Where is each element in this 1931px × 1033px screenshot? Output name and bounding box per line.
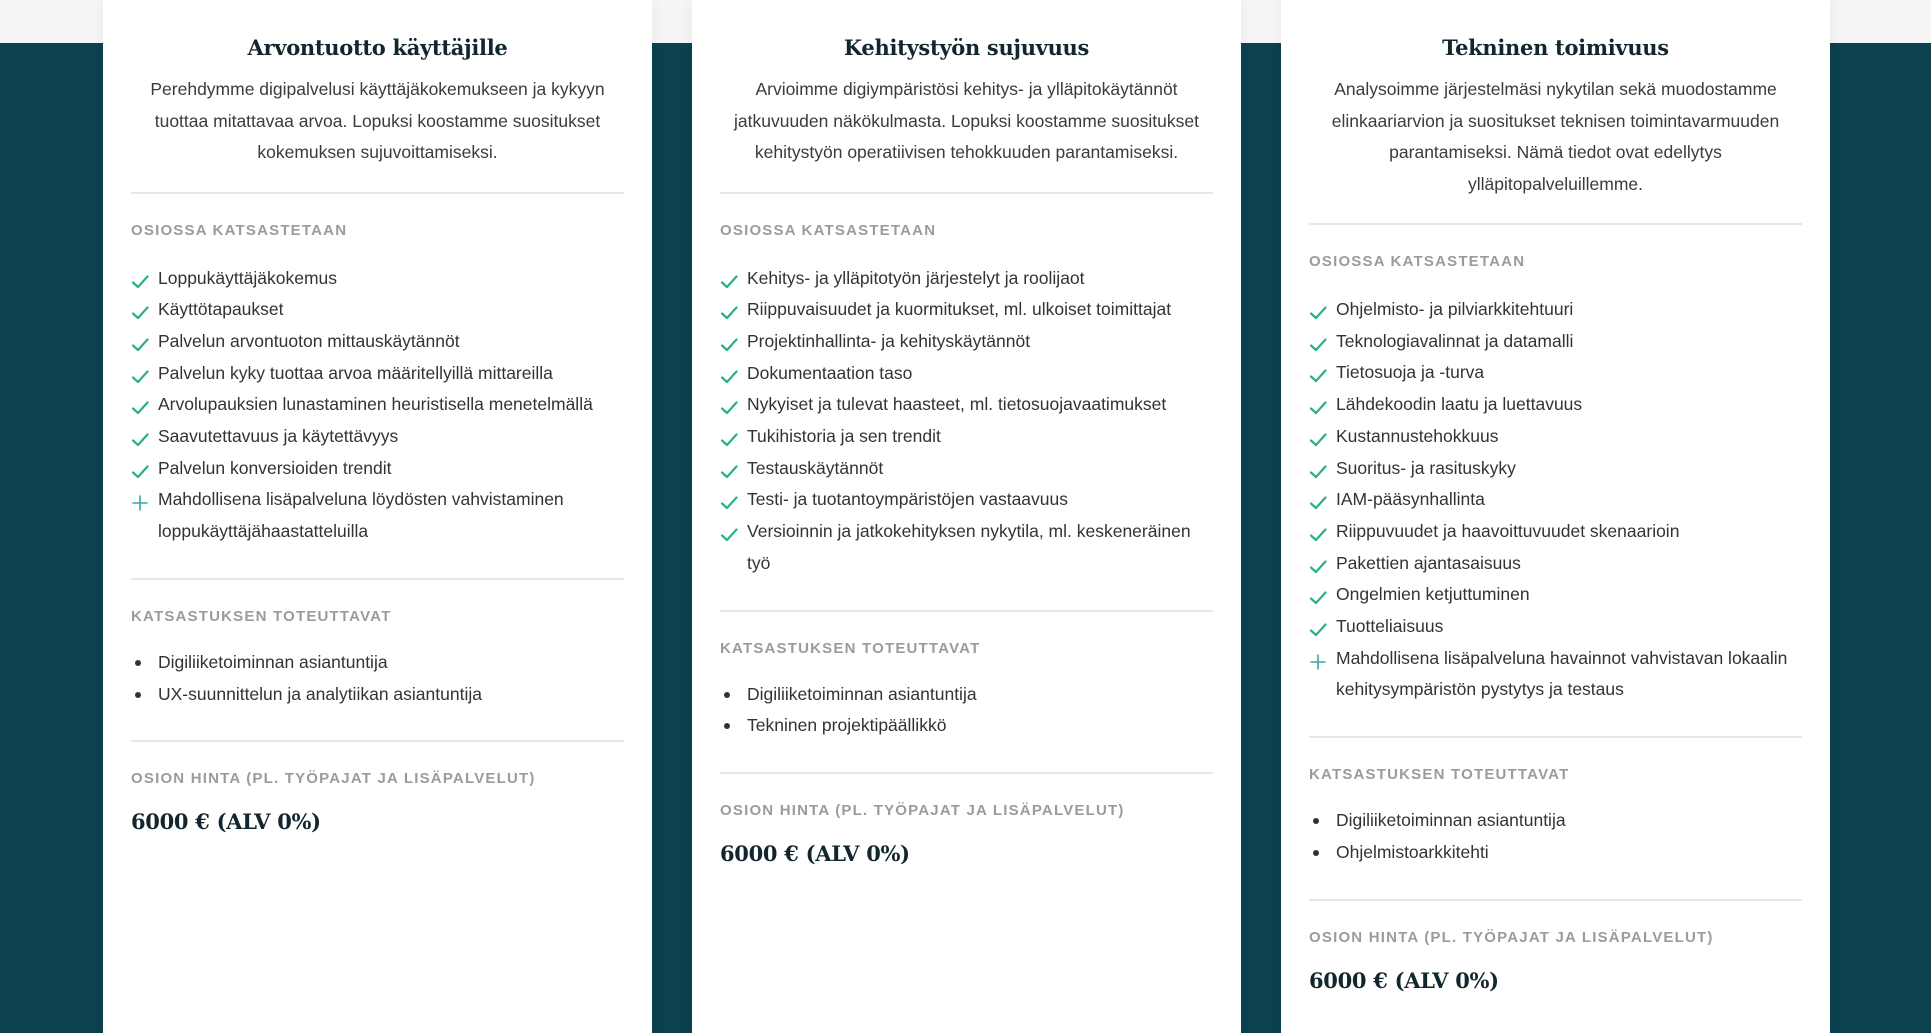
section-label-reviewed: OSIOSSA KATSASTETAAN xyxy=(720,221,937,239)
list-item-text: Kustannustehokkuus xyxy=(1336,425,1499,446)
list-item-text: Käyttötapaukset xyxy=(158,299,284,320)
list-item-text: IAM-pääsynhallinta xyxy=(1336,489,1485,510)
list-item xyxy=(131,389,624,421)
list-item-text: Tukihistoria ja sen trendit xyxy=(747,426,941,447)
check-icon xyxy=(131,460,149,478)
service-card-dev-flow xyxy=(692,0,1241,1033)
list-item-text: Arvolupauksien lunastaminen heuristisella menetelmällä xyxy=(158,394,593,415)
price: 6000 € (ALV 0%) xyxy=(131,809,321,835)
implementer-item: Ohjelmistoarkkitehti xyxy=(1309,837,1802,869)
implementers-list xyxy=(1309,805,1802,868)
implementer-item: Tekninen projektipäällikkö xyxy=(720,710,1213,742)
section-label-price: OSION HINTA (PL. TYÖPAJAT JA LISÄPALVELUT) xyxy=(131,770,536,788)
check-icon xyxy=(720,301,738,319)
list-item xyxy=(1309,548,1802,580)
implementers-list xyxy=(720,679,1213,742)
section-label-implementers: KATSASTUKSEN TOTEUTTAVAT xyxy=(720,639,981,657)
list-item xyxy=(1309,389,1802,421)
list-item xyxy=(1309,421,1802,453)
check-icon xyxy=(1309,428,1327,446)
check-icon xyxy=(720,523,738,541)
divider xyxy=(720,610,1213,612)
list-item xyxy=(1309,516,1802,548)
card-intro: Arvioimme digiympäristösi kehitys- ja ylläpitokäytännöt jatkuvuuden näkökulmasta. Lopuksi koostamme suositukset kehitystyön operatiivisen tehokkuuden parantamiseksi. xyxy=(734,79,1199,162)
implementer-item: Digiliiketoiminnan asiantuntija xyxy=(131,647,624,679)
list-item-text: Testi- ja tuotantoympäristöjen vastaavuus xyxy=(747,489,1068,510)
divider xyxy=(131,578,624,580)
service-card-user-value xyxy=(103,0,652,1033)
plus-icon xyxy=(1309,650,1327,668)
reviewed-items-list xyxy=(720,263,1213,580)
card-intro: Perehdymme digipalvelusi käyttäjäkokemukseen ja kykyyn tuottaa mitattavaa arvoa. Lopuksi koostamme suositukset kokemuksen sujuvoittamiseksi. xyxy=(150,79,605,162)
check-icon xyxy=(131,396,149,414)
list-item xyxy=(1309,357,1802,389)
list-item-text: Riippuvuudet ja haavoittuvuudet skenaarioin xyxy=(1336,520,1680,541)
list-item xyxy=(131,263,624,295)
divider xyxy=(720,192,1213,194)
card-title: Arvontuotto käyttäjille xyxy=(247,35,508,60)
check-icon xyxy=(131,270,149,288)
price: 6000 € (ALV 0%) xyxy=(720,840,910,866)
list-item xyxy=(720,484,1213,516)
list-item xyxy=(1309,611,1802,643)
implementer-item: UX-suunnittelun ja analytiikan asiantuntija xyxy=(131,679,624,711)
list-item-text: Palvelun arvontuoton mittauskäytännöt xyxy=(158,330,460,351)
service-card-tech-function xyxy=(1281,0,1830,1033)
card-intro: Analysoimme järjestelmäsi nykytilan sekä muodostamme elinkaariarvion ja suositukset teknisen toimintavarmuuden parantamiseksi. Nämä tiedot ovat edellytys ylläpitopalveluillemme. xyxy=(1331,79,1780,194)
list-item-text: Palvelun kyky tuottaa arvoa määritellyillä mittareilla xyxy=(158,362,553,383)
list-item xyxy=(720,358,1213,390)
section-label-reviewed: OSIOSSA KATSASTETAAN xyxy=(131,221,348,239)
list-item xyxy=(1309,453,1802,485)
check-icon xyxy=(131,365,149,383)
list-item xyxy=(720,263,1213,295)
check-icon xyxy=(1309,523,1327,541)
list-item xyxy=(1309,484,1802,516)
check-icon xyxy=(1309,364,1327,382)
list-item xyxy=(131,453,624,485)
list-item xyxy=(131,326,624,358)
section-label-implementers: KATSASTUKSEN TOTEUTTAVAT xyxy=(131,607,392,625)
section-label-implementers: KATSASTUKSEN TOTEUTTAVAT xyxy=(1309,766,1570,784)
check-icon xyxy=(1309,301,1327,319)
check-icon xyxy=(720,270,738,288)
list-item-text: Ongelmien ketjuttuminen xyxy=(1336,584,1530,605)
list-item xyxy=(1309,643,1802,706)
list-item-text: Pakettien ajantasaisuus xyxy=(1336,552,1521,573)
list-item-text: Tuotteliaisuus xyxy=(1336,616,1444,637)
list-item xyxy=(720,516,1213,579)
list-item-text: Mahdollisena lisäpalveluna havainnot vahvistavan lokaalin kehitysympäristön pystytys ja testaus xyxy=(1336,647,1788,700)
divider xyxy=(1309,899,1802,901)
divider xyxy=(720,772,1213,774)
check-icon xyxy=(720,491,738,509)
check-icon xyxy=(720,396,738,414)
list-item-text: Suoritus- ja rasituskyky xyxy=(1336,457,1516,478)
list-item xyxy=(720,294,1213,326)
implementer-item: Digiliiketoiminnan asiantuntija xyxy=(1309,805,1802,837)
check-icon xyxy=(1309,555,1327,573)
section-label-reviewed: OSIOSSA KATSASTETAAN xyxy=(1309,253,1526,270)
card-title: Kehitystyön sujuvuus xyxy=(843,35,1090,60)
list-item-text: Versioinnin ja jatkokehityksen nykytila, ml. keskeneräinen työ xyxy=(747,521,1191,573)
check-icon xyxy=(1309,618,1327,636)
list-item-text: Tietosuoja ja -turva xyxy=(1336,362,1485,383)
list-item-text: Projektinhallinta- ja kehityskäytännöt xyxy=(747,330,1031,351)
check-icon xyxy=(1309,491,1327,509)
implementers-list xyxy=(131,647,624,710)
divider xyxy=(131,192,624,194)
list-item xyxy=(720,421,1213,453)
check-icon xyxy=(720,365,738,383)
check-icon xyxy=(1309,396,1327,414)
divider xyxy=(1309,736,1802,738)
card-title: Tekninen toimivuus xyxy=(1442,35,1669,60)
list-item xyxy=(720,389,1213,421)
check-icon xyxy=(720,428,738,446)
list-item xyxy=(131,294,624,326)
list-item xyxy=(1309,294,1802,326)
check-icon xyxy=(720,460,738,478)
price: 6000 € (ALV 0%) xyxy=(1309,967,1499,993)
list-item xyxy=(1309,579,1802,611)
check-icon xyxy=(1309,460,1327,478)
list-item xyxy=(1309,326,1802,358)
implementer-item: Digiliiketoiminnan asiantuntija xyxy=(720,679,1213,711)
section-label-price: OSION HINTA (PL. TYÖPAJAT JA LISÄPALVELUT) xyxy=(720,801,1125,819)
list-item-text: Saavutettavuus ja käytettävyys xyxy=(158,426,399,447)
list-item-text: Kehitys- ja ylläpitotyön järjestelyt ja roolijaot xyxy=(747,267,1085,288)
list-item-text: Loppukäyttäjäkokemus xyxy=(158,267,337,288)
list-item-text: Mahdollisena lisäpalveluna löydösten vahvistaminen loppukäyttäjähaastatteluilla xyxy=(158,489,564,542)
list-item-text: Testauskäytännöt xyxy=(747,457,884,478)
list-item-text: Nykyiset ja tulevat haasteet, ml. tietosuojavaatimukset xyxy=(747,394,1167,415)
reviewed-items-list xyxy=(131,263,624,548)
list-item-text: Ohjelmisto- ja pilviarkkitehtuuri xyxy=(1336,299,1574,319)
check-icon xyxy=(131,301,149,319)
list-item-text: Dokumentaation taso xyxy=(747,362,913,383)
list-item xyxy=(131,421,624,453)
divider xyxy=(131,740,624,742)
check-icon xyxy=(1309,333,1327,351)
list-item xyxy=(131,484,624,547)
check-icon xyxy=(131,428,149,446)
plus-icon xyxy=(131,491,149,509)
list-item-text: Riippuvaisuudet ja kuormitukset, ml. ulkoiset toimittajat xyxy=(747,299,1172,320)
check-icon xyxy=(720,333,738,351)
divider xyxy=(1309,223,1802,225)
list-item xyxy=(131,358,624,390)
check-icon xyxy=(131,333,149,351)
reviewed-items-list xyxy=(1309,294,1802,706)
check-icon xyxy=(1309,586,1327,604)
list-item xyxy=(720,453,1213,485)
list-item-text: Palvelun konversioiden trendit xyxy=(158,457,392,478)
list-item-text: Teknologiavalinnat ja datamalli xyxy=(1336,330,1574,351)
section-label-price: OSION HINTA (PL. TYÖPAJAT JA LISÄPALVELUT) xyxy=(1309,928,1714,946)
list-item xyxy=(720,326,1213,358)
list-item-text: Lähdekoodin laatu ja luettavuus xyxy=(1336,394,1583,415)
